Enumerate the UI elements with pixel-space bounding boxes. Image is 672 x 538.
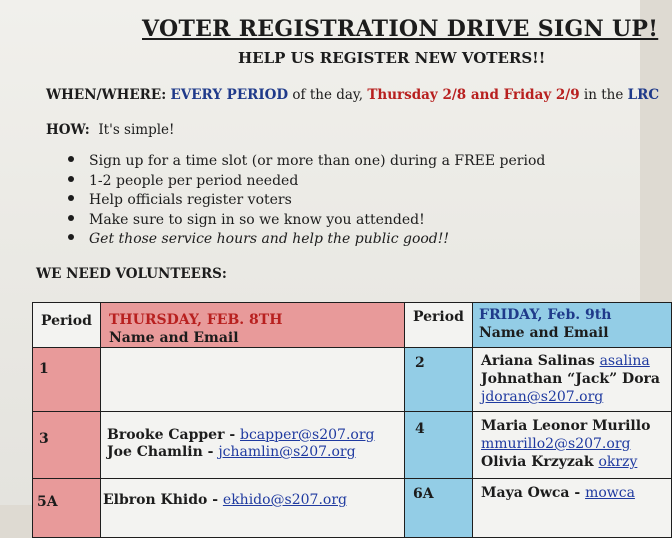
instruction-list <box>68 152 545 250</box>
how-line <box>46 122 174 138</box>
email-link[interactable]: bcapper@s207.org <box>240 427 375 443</box>
list-item: Sign up for a time slot (or more than one) during a FREE period <box>68 152 545 172</box>
place-text: LRC <box>627 87 660 103</box>
entry-line <box>481 388 603 407</box>
entry-line: Brooke Capper - bcapper@s207.org <box>107 427 375 443</box>
email-link[interactable]: asalina <box>599 353 650 369</box>
bullet-icon <box>68 156 74 162</box>
how-label: HOW: <box>46 122 90 138</box>
email-link[interactable]: okrzy <box>598 454 638 470</box>
bullet-icon <box>68 234 74 240</box>
in-the-text: in the <box>579 87 628 103</box>
signup-cell[interactable] <box>100 478 406 538</box>
friday-header-cell: FRIDAY, Feb. 9th Name and Email <box>472 302 672 349</box>
list-item: 1-2 people per period needed <box>68 172 545 192</box>
period-cell: 1 <box>32 347 102 413</box>
email-link[interactable]: jdoran@s207.org <box>481 389 604 405</box>
signup-cell[interactable] <box>100 411 406 480</box>
email-link[interactable]: mowca <box>585 485 635 501</box>
every-period-text: EVERY PERIOD <box>170 87 289 103</box>
email-link[interactable]: ekhido@s207.org <box>222 492 347 508</box>
signup-cell[interactable] <box>472 478 672 538</box>
period-header-cell: Period <box>404 302 474 349</box>
signup-cell[interactable] <box>472 411 672 480</box>
when-where-label: WHEN/WHERE: <box>46 87 167 103</box>
entry-line: Johnathan “Jack” Dora <box>481 371 660 387</box>
signup-cell[interactable] <box>100 347 406 413</box>
when-where-line <box>46 87 659 103</box>
entry-line: Maya Owca - mowca <box>481 485 635 501</box>
dates-text: Thursday 2/8 and Friday 2/9 <box>367 87 580 103</box>
period-header-cell: Period <box>32 302 102 349</box>
signup-table <box>32 302 660 522</box>
period-cell: 3 <box>32 411 102 480</box>
volunteers-heading: WE NEED VOLUNTEERS: <box>36 266 227 282</box>
entry-line: Olivia Krzyzak okrzy <box>481 454 638 470</box>
period-cell: 5A <box>32 478 102 538</box>
of-the-day-text: of the day, <box>288 87 368 103</box>
how-text: It's simple! <box>98 122 175 138</box>
thursday-header-cell: THURSDAY, FEB. 8TH Name and Email <box>100 302 406 349</box>
email-link[interactable]: mmurillo2@s207.org <box>481 436 631 452</box>
bullet-icon <box>68 195 74 201</box>
signup-cell[interactable] <box>472 347 672 413</box>
email-link[interactable]: jchamlin@s207.org <box>218 444 356 460</box>
entry-line: Maria Leonor Murillo <box>481 418 651 434</box>
list-item: Make sure to sign in so we know you attended! <box>68 211 545 231</box>
bullet-icon <box>68 176 74 182</box>
list-item: Help officials register voters <box>68 191 545 211</box>
period-cell: 4 <box>404 411 474 480</box>
entry-line: Joe Chamlin - jchamlin@s207.org <box>107 444 356 460</box>
period-cell: 2 <box>404 347 474 413</box>
period-cell: 6A <box>404 478 474 538</box>
entry-line: Elbron Khido - ekhido@s207.org <box>103 492 347 508</box>
entry-line: Ariana Salinas asalina <box>481 353 650 369</box>
entry-line <box>481 435 630 454</box>
list-item: Get those service hours and help the public good!! <box>68 230 545 250</box>
bullet-icon <box>68 215 74 221</box>
page-subtitle: HELP US REGISTER NEW VOTERS!! <box>238 49 546 67</box>
page-title: VOTER REGISTRATION DRIVE SIGN UP! <box>142 16 659 42</box>
